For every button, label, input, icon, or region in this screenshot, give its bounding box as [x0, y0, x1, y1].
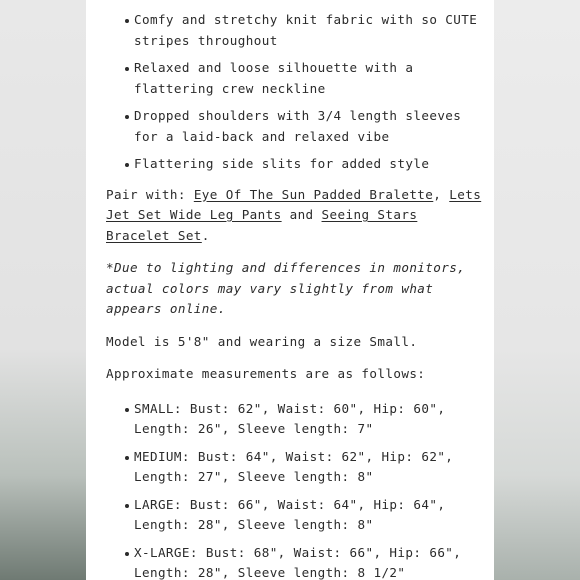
feature-list — [106, 10, 484, 175]
measurements-intro: Approximate measurements are as follows: — [106, 366, 426, 381]
measurement-item: LARGE: Bust: 66", Waist: 64", Hip: 64", Length: 28", Sleeve length: 8" — [134, 495, 484, 536]
bracelet-set-link[interactable]: Seeing Stars Bracelet Set — [106, 207, 418, 243]
measurement-item: SMALL: Bust: 62", Waist: 60", Hip: 60", Length: 26", Sleeve length: 7" — [134, 399, 484, 440]
wide-leg-pants-link[interactable]: Lets Jet Set Wide Leg Pants — [106, 186, 482, 222]
feature-item: Flattering side slits for added style — [134, 154, 484, 175]
color-disclaimer: *Due to lighting and differences in monitors, actual colors may vary slightly from what appears online. — [106, 260, 466, 316]
product-description — [106, 10, 484, 580]
measurement-item: MEDIUM: Bust: 64", Waist: 62", Hip: 62", Length: 27", Sleeve length: 8" — [134, 447, 484, 488]
pair-with-text — [106, 185, 484, 247]
feature-item: Dropped shoulders with 3/4 length sleeves for a laid-back and relaxed vibe — [134, 106, 484, 147]
bralette-link[interactable]: Eye Of The Sun Padded Bralette — [193, 186, 434, 202]
model-info: Model is 5'8" and wearing a size Small. — [106, 333, 418, 349]
feature-item: Comfy and stretchy knit fabric with so CUTE stripes throughout — [134, 10, 484, 51]
measurement-list — [106, 399, 484, 580]
background-right — [494, 0, 580, 580]
background-left — [0, 0, 86, 580]
pair-with-separator: and — [281, 207, 322, 222]
product-description-panel — [86, 0, 494, 580]
pair-with-suffix: . — [201, 227, 210, 243]
measurement-item: X-LARGE: Bust: 68", Waist: 66", Hip: 66", Length: 28", Sleeve length: 8 1/2" — [134, 543, 484, 580]
feature-item: Relaxed and loose silhouette with a flattering crew neckline — [134, 58, 484, 99]
pair-with-prefix: Pair with: — [106, 186, 194, 202]
pair-with-separator: , — [433, 186, 450, 202]
